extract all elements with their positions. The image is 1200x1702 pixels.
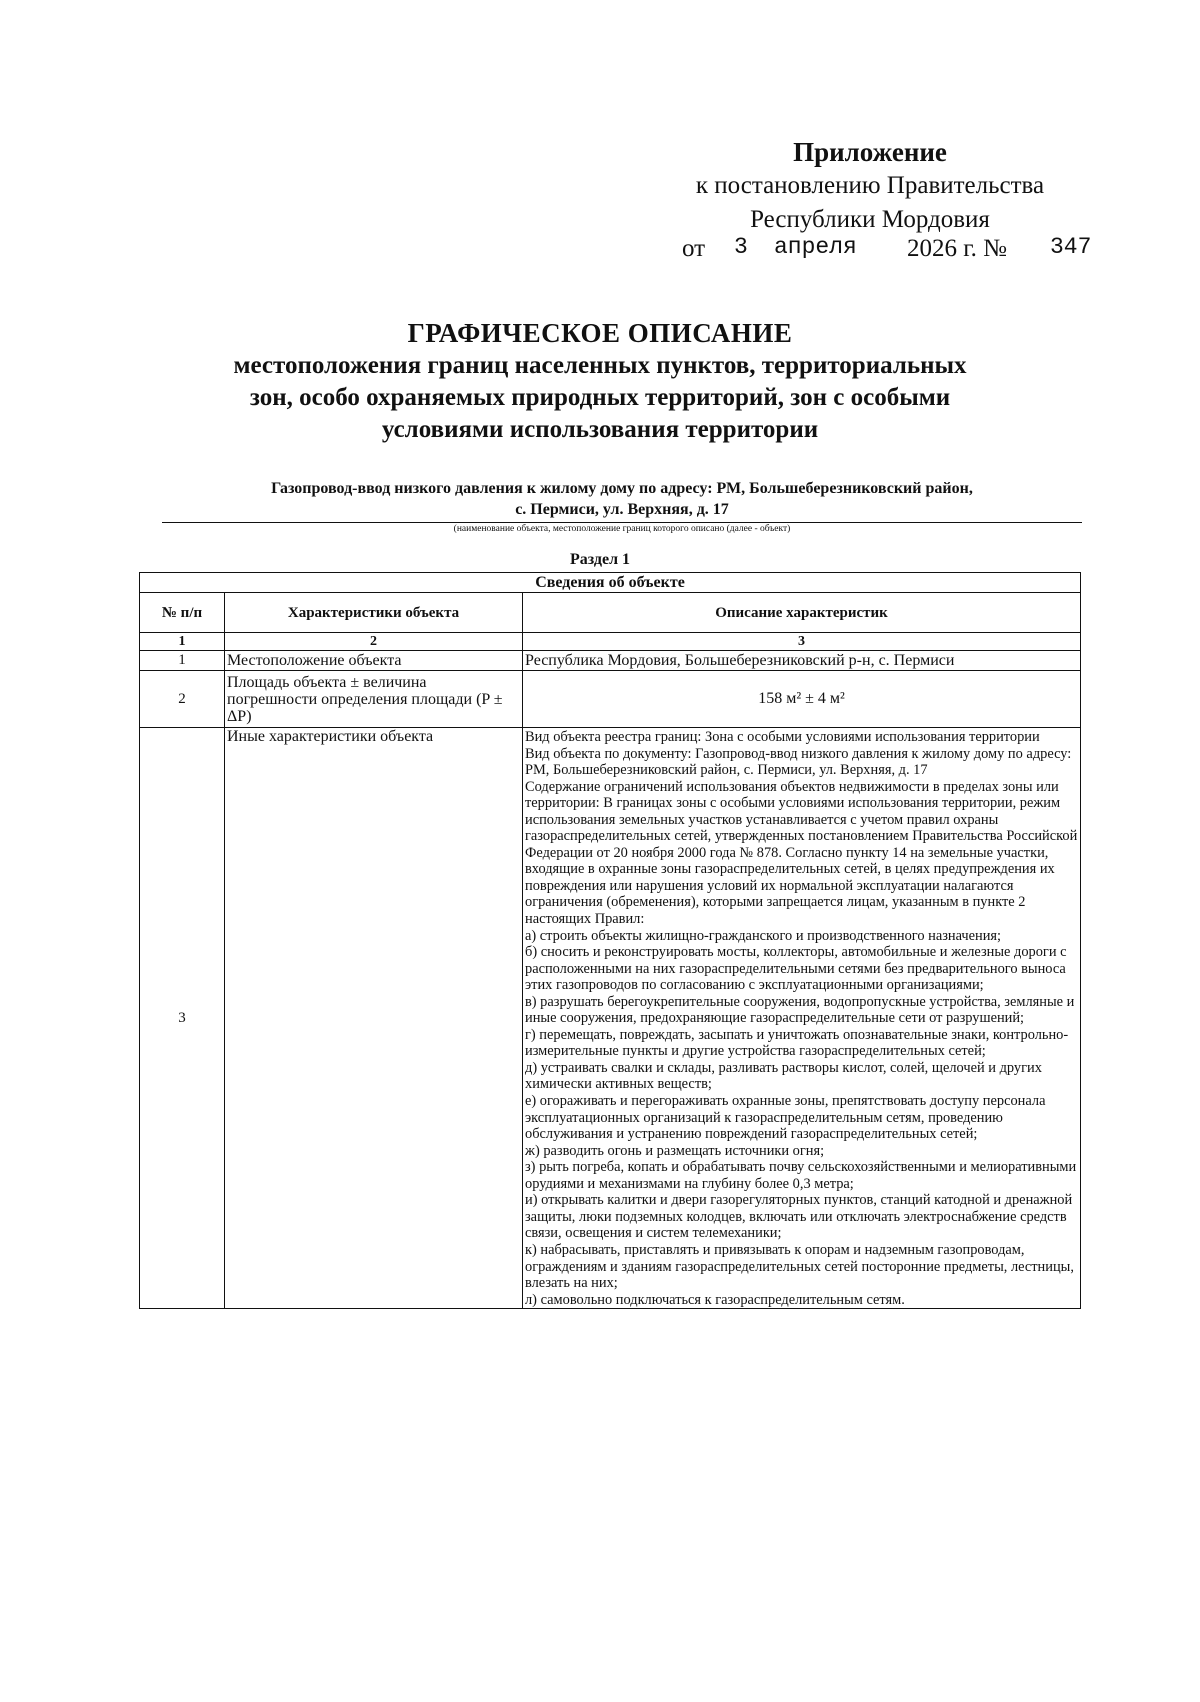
title-sub-1: местоположения границ населенных пунктов, территориальных bbox=[233, 352, 967, 379]
row-1-name: Местоположение объекта bbox=[225, 651, 523, 671]
appendix-block bbox=[660, 135, 1080, 237]
object-underline bbox=[162, 522, 1082, 523]
appendix-line-2: Республики Мордовия bbox=[750, 206, 990, 233]
date-prefix: от bbox=[682, 235, 706, 262]
table-row bbox=[140, 671, 1081, 728]
row-3-number: 3 bbox=[140, 728, 225, 1309]
header-number: № п/п bbox=[140, 593, 225, 633]
appendix-title: Приложение bbox=[793, 137, 947, 167]
column-number-1: 1 bbox=[140, 633, 225, 651]
restriction-item-g: г) перемещать, повреждать, засыпать и уничтожать опознавательные знаки, контрольно-измерительные пункты и другие устройства газораспределительных сетей; bbox=[525, 1026, 1069, 1060]
restriction-item-b: б) сносить и реконструировать мосты, коллекторы, автомобильные и железные дороги с расположенными на них газораспределительными сетями без предварительного выноса этих газопроводов по согласованию с эксплуатационными организациями; bbox=[525, 944, 1067, 994]
appendix-line-1: к постановлению Правительства bbox=[695, 172, 1045, 199]
table-row bbox=[140, 728, 1081, 1309]
section-label: Раздел 1 bbox=[569, 551, 631, 568]
table-row bbox=[140, 651, 1081, 671]
object-info-table bbox=[139, 572, 1081, 1309]
row-2-value: 158 м² ± 4 м² bbox=[523, 671, 1081, 728]
title-sub-3: условиями использования территории bbox=[381, 416, 819, 443]
row-1-number: 1 bbox=[140, 651, 225, 671]
object-name-block bbox=[162, 478, 1082, 535]
restriction-item-d: д) устраивать свалки и склады, разливать растворы кислот, солей, щелочей и других химически активных веществ; bbox=[525, 1059, 1042, 1093]
date-month: апреля bbox=[774, 234, 857, 260]
column-number-row bbox=[140, 633, 1081, 651]
row-2-number: 2 bbox=[140, 671, 225, 728]
header-description: Описание характеристик bbox=[523, 593, 1081, 633]
column-number-3: 3 bbox=[523, 633, 1081, 651]
restriction-item-a: а) строить объекты жилищно-гражданского и производственного назначения; bbox=[525, 927, 1002, 944]
row-1-value: Республика Мордовия, Большеберезниковский р-н, с. Пермиси bbox=[523, 651, 1081, 671]
restriction-item-zh: ж) разводить огонь и размещать источники огня; bbox=[525, 1142, 825, 1159]
title-main: ГРАФИЧЕСКОЕ ОПИСАНИЕ bbox=[407, 318, 793, 348]
decree-number: 347 bbox=[1050, 234, 1092, 260]
row-3-description bbox=[523, 728, 1081, 1309]
restriction-item-i: и) открывать калитки и двери газорегуляторных пунктов, станций катодной и дренажной защиты, люки подземных колодцев, включать или отключать электроснабжение средств связи, освещения и систем телемеханики; bbox=[525, 1192, 1073, 1242]
restriction-item-v: в) разрушать берегоукрепительные сооружения, водопропускные устройства, земляные и иные сооружения, предохраняющие газораспределительные сети от разрушений; bbox=[525, 993, 1075, 1027]
row-3-name: Иные характеристики объекта bbox=[225, 728, 523, 1309]
restriction-item-z: з) рыть погреба, копать и обрабатывать почву сельскохозяйственными и мелиоративными орудиями и механизмами на глубину более 0,3 метра; bbox=[525, 1159, 1077, 1192]
table-caption: Сведения об объекте bbox=[140, 573, 1081, 593]
header-characteristic: Характеристики объекта bbox=[225, 593, 523, 633]
table-header-row bbox=[140, 593, 1081, 633]
description-paragraph: Вид объекта реестра границ: Зона с особыми условиями использования территории bbox=[525, 729, 1040, 745]
document-title bbox=[130, 316, 1070, 446]
restriction-item-e: е) огораживать и перегораживать охранные зоны, препятствовать доступу персонала эксплуатационных организаций к газораспределительным сетям, проведению обслуживания и устранению повреждений газораспределительных сетей; bbox=[525, 1093, 1046, 1143]
column-number-2: 2 bbox=[225, 633, 523, 651]
object-caption: (наименование объекта, местоположение границ которого описано (далее - объект) bbox=[453, 524, 791, 534]
description-paragraph: Содержание ограничений использования объектов недвижимости в пределах зоны или территории: В границах зоны с особыми условиями использования территории, режим использования земельных участков устанавливается с учетом правил охраны газораспределительных сетей, утвержденных постановлением Правительства Российской Федерации от 20 ноября 2000 года № 878. Согласно пункту 14 на земельные участки, входящие в охранные зоны газораспределительных сетей, в целях предупреждения их повреждения или нарушения условий их нормальной эксплуатации налагаются ограничения (обременения), которыми запрещается лицам, указанным в пункте 2 настоящих Правил: bbox=[525, 778, 1078, 928]
restriction-item-l: л) самовольно подключаться к газораспределительным сетям. bbox=[525, 1291, 905, 1308]
date-day: 3 bbox=[734, 234, 748, 260]
object-line-1: Газопровод-ввод низкого давления к жилому дому по адресу: РМ, Большеберезниковский район, bbox=[271, 480, 973, 497]
restriction-item-k: к) набрасывать, приставлять и привязывать к опорам и надземным газопроводам, ограждениям и зданиям газораспределительных сетей посторонние предметы, лестницы, влезать на них; bbox=[525, 1241, 1074, 1292]
row-2-name: Площадь объекта ± величина погрешности определения площади (P ± ΔP) bbox=[225, 671, 523, 728]
description-paragraph: Вид объекта по документу: Газопровод-ввод низкого давления к жилому дому по адресу: РМ, Большеберезниковский район, с. Пермиси, ул. Верхняя, д. 17 bbox=[525, 745, 1072, 779]
object-line-2: с. Пермиси, ул. Верхняя, д. 17 bbox=[515, 501, 729, 518]
title-sub-2: зон, особо охраняемых природных территорий, зон с особыми bbox=[249, 384, 951, 411]
date-year: 2026 г. № bbox=[907, 235, 1008, 262]
